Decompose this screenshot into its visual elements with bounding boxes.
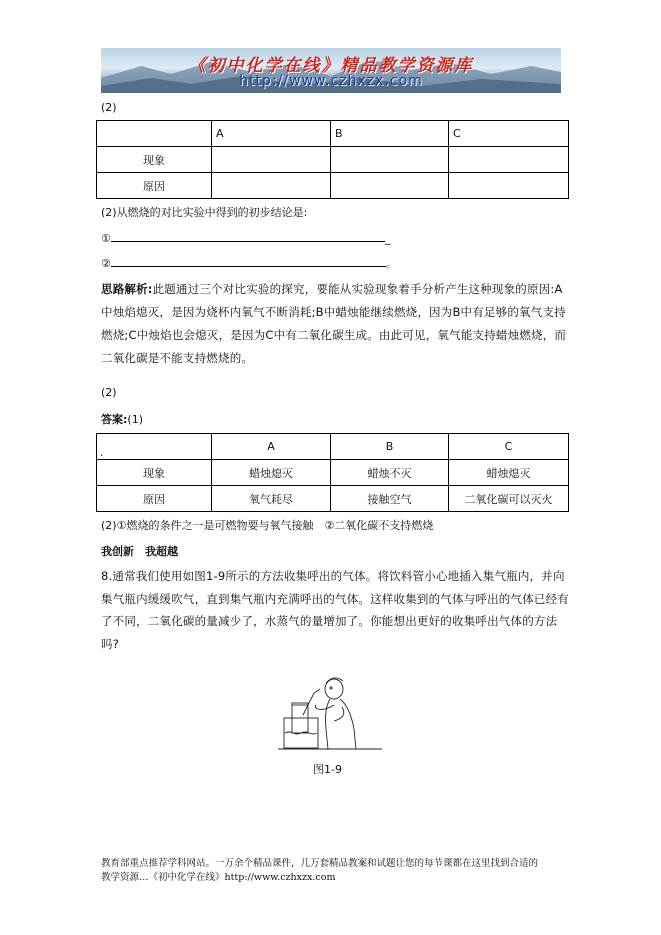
table-cell: 二氧化碳可以灭火	[449, 486, 569, 512]
analysis-label: 思路解析:	[101, 282, 153, 296]
blank-cell	[331, 173, 449, 199]
banner-url-link[interactable]: http://www.czhxzx.com	[239, 73, 423, 89]
banner-title: 《初中化学在线》精品教学资源库	[188, 56, 474, 76]
header-banner	[101, 48, 561, 93]
section-heading: 我创新 我超越	[101, 545, 178, 558]
answer-table	[96, 433, 569, 512]
blank-line	[111, 231, 385, 242]
table-cell: 蜡烛熄灭	[449, 460, 569, 486]
answer-part-1: (1)	[127, 413, 143, 426]
blank-line	[111, 256, 386, 267]
footer-line-2[interactable]: 教学资源…《初中化学在线》http://www.czhxzx.com	[101, 872, 336, 883]
blank-observation-table	[96, 120, 569, 199]
table-header-cell: C	[449, 434, 569, 460]
table-cell: 氧气耗尽	[212, 486, 331, 512]
table-cell: 蜡烛熄灭	[212, 460, 331, 486]
section-number: (2)	[101, 101, 117, 114]
figure-caption: 图1-9	[313, 763, 342, 776]
breath-collection-illustration	[276, 673, 386, 758]
answer-part-2: (2)①燃烧的条件之一是可燃物要与氧气接触 ②二氧化碳不支持燃烧	[101, 519, 434, 532]
blank-cell	[331, 147, 449, 173]
answer-label: 答案:	[101, 413, 128, 426]
blank-cell	[449, 173, 569, 199]
blank-end-mark: 。	[385, 257, 397, 270]
blank-cell	[449, 147, 569, 173]
section-number-2: (2)	[101, 386, 117, 399]
answer-blank-1: ① _	[101, 232, 391, 245]
answer-blank-2	[101, 256, 397, 271]
analysis-text: 此题通过三个对比实验的探究，要能从实验现象着手分析产生这种现象的原因:A中烛焰熄灭，是因为烧杯内氧气不断消耗;B中蜡烛能继续燃烧，因为B中有足够的氧气支持燃烧;C中烛焰也会熄灭，是因为C中有二氧化碳生成。由此可见，氧气能支持蜡烛燃烧，而二氧化碳是不能支持燃烧的。	[101, 282, 567, 365]
question-8-paragraph: 8.通常我们使用如图1-9所示的方法收集呼出的气体。将饮料管小心地插入集气瓶内，并向集气瓶内缓缓吹气，直到集气瓶内充满呼出的气体。这样收集到的气体与呼出的气体已经有了不同，二氧化碳的量减少了，水蒸气的量增加了。你能想出更好的收集呼出气体的方法吗?	[101, 569, 569, 651]
table-header-cell: A	[212, 434, 331, 460]
table-header-cell: B	[331, 434, 449, 460]
blank-cell	[212, 173, 331, 199]
analysis-paragraph	[101, 278, 571, 370]
table-header-cell	[97, 121, 212, 147]
table-header-cell: .	[97, 434, 212, 460]
blank-marker: ②	[101, 257, 111, 270]
question-text: (2)从燃烧的对比实验中得到的初步结论是:	[101, 206, 308, 219]
table-cell: 蜡烛不灭	[331, 460, 449, 486]
blank-marker: ①	[101, 232, 111, 245]
row-label-reason: 原因	[97, 173, 212, 199]
table-cell: 接触空气	[331, 486, 449, 512]
table-header-cell: A	[212, 121, 331, 147]
table-header-cell: B	[331, 121, 449, 147]
table-header-cell: C	[449, 121, 569, 147]
footer-line-1: 教育部重点推荐学科网站。一万余个精品课件，几万套精品教案和试题让您的每节课都在这里找到合适的	[101, 858, 539, 869]
row-label-phenomenon: 现象	[97, 147, 212, 173]
answer-heading	[101, 413, 143, 427]
row-label-phenomenon: 现象	[97, 460, 212, 486]
row-label-reason: 原因	[97, 486, 212, 512]
blank-cell	[212, 147, 331, 173]
